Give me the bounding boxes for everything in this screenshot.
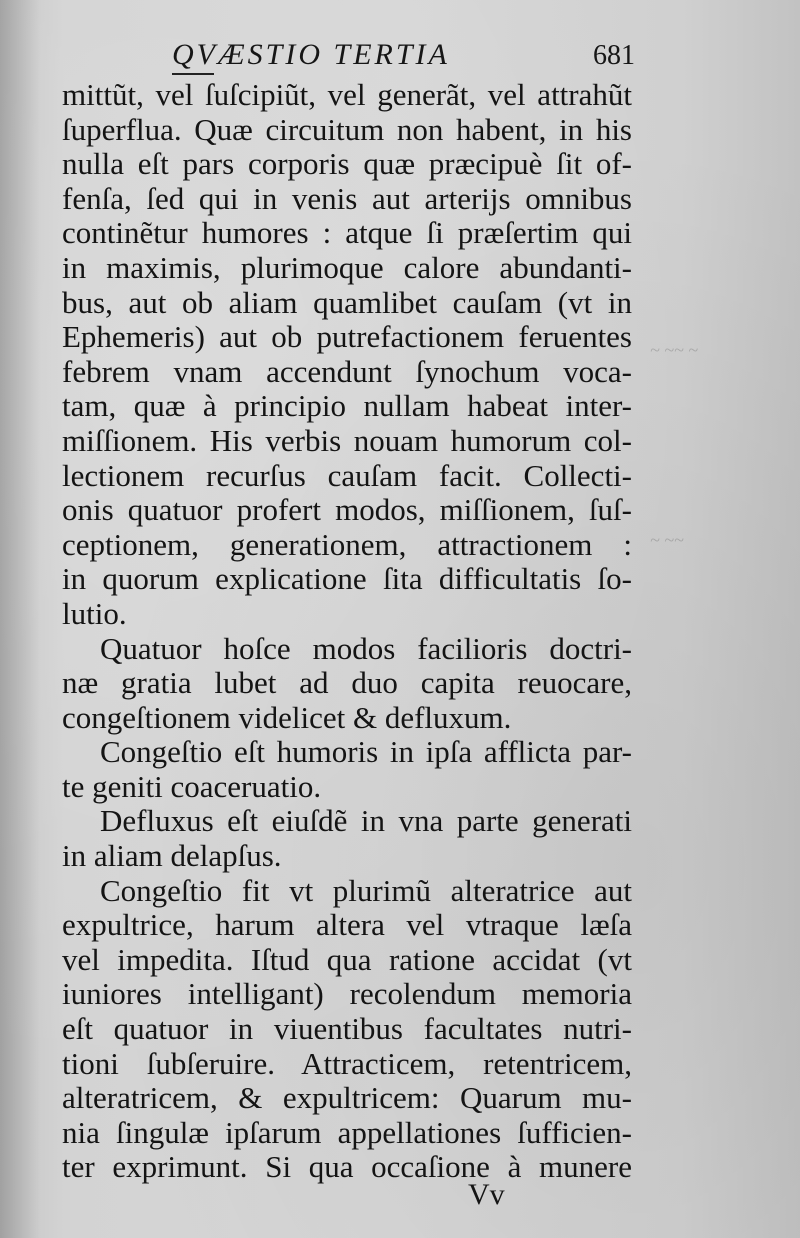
text-line: Defluxus eſt eiuſdẽ in vna parte generati xyxy=(100,803,632,839)
text-line: fenſa, ſed qui in venis aut arterijs omnibus xyxy=(62,180,632,216)
text-line: vel impedita. Iſtud qua ratione accidat (vt xyxy=(62,941,632,977)
text-line: in aliam delapſus. xyxy=(62,838,282,874)
text-line: febrem vnam accendunt ſynochum voca- xyxy=(62,353,632,389)
title-underline xyxy=(172,73,214,75)
text-line: Congeſtio eſt humoris in ipſa afflicta par- xyxy=(100,734,632,770)
text-line: ſuperflua. Quæ circuitum non habent, in his xyxy=(62,111,632,147)
text-line: in quorum explicatione ſita difficultatis ſo- xyxy=(62,561,632,597)
text-line: expultrice, harum altera vel vtraque læſa xyxy=(62,907,632,943)
bleed-through-mark: ~ ~~ xyxy=(650,530,684,550)
catchword: Vv xyxy=(468,1178,505,1211)
page-header xyxy=(60,38,635,78)
text-line: miſſionem. His verbis nouam humorum col- xyxy=(62,422,632,458)
text-line: ceptionem, generationem, attractionem : xyxy=(62,526,632,562)
text-line: ter exprimunt. Si qua occaſione à munere xyxy=(62,1149,632,1185)
text-line: eſt quatuor in viuentibus facultates nutri- xyxy=(62,1011,632,1047)
text-line: te geniti coaceruatio. xyxy=(62,768,322,804)
text-line: iuniores intelligant) recolendum memoria xyxy=(62,976,632,1012)
text-line: Quatuor hoſce modos facilioris doctri- xyxy=(100,630,632,666)
text-line: congeſtionem videlicet & defluxum. xyxy=(62,699,512,735)
text-line: nulla eſt pars corporis quæ præcipuè ſit of- xyxy=(62,146,632,182)
text-line: nia ſingulæ ipſarum appellationes ſufficien- xyxy=(62,1114,632,1150)
text-line: Ephemeris) aut ob putrefactionem feruentes xyxy=(62,319,632,355)
text-line: continẽtur humores : atque ſi præſertim qui xyxy=(62,215,632,251)
page-number: 681 xyxy=(593,40,635,71)
text-line: Congeſtio fit vt plurimũ alteratrice aut xyxy=(100,872,632,908)
body-text xyxy=(62,78,632,1185)
running-title: QVÆSTIO TERTIA xyxy=(172,38,450,71)
text-line: in maximis, plurimoque calore abundanti- xyxy=(62,249,632,285)
text-line: bus, aut ob aliam quamlibet cauſam (vt in xyxy=(62,284,632,320)
text-line: onis quatuor profert modos, miſſionem, ſuſ- xyxy=(62,492,632,528)
text-line: lectionem recurſus cauſam facit. Collecti- xyxy=(62,457,632,493)
text-line: tioni ſubſeruire. Attracticem, retentricem, xyxy=(62,1045,632,1081)
gutter-shadow xyxy=(0,0,40,1238)
text-line: tam, quæ à principio nullam habeat inter- xyxy=(62,388,632,424)
bleed-through-mark: ~ ~~ ~ xyxy=(650,340,698,360)
text-line: mittũt, vel ſuſcipiũt, vel generãt, vel attrahũt xyxy=(62,77,632,112)
text-line: alteratricem, & expultricem: Quarum mu- xyxy=(62,1080,632,1116)
text-line: lutio. xyxy=(62,595,127,631)
text-line: næ gratia lubet ad duo capita reuocare, xyxy=(62,665,632,701)
